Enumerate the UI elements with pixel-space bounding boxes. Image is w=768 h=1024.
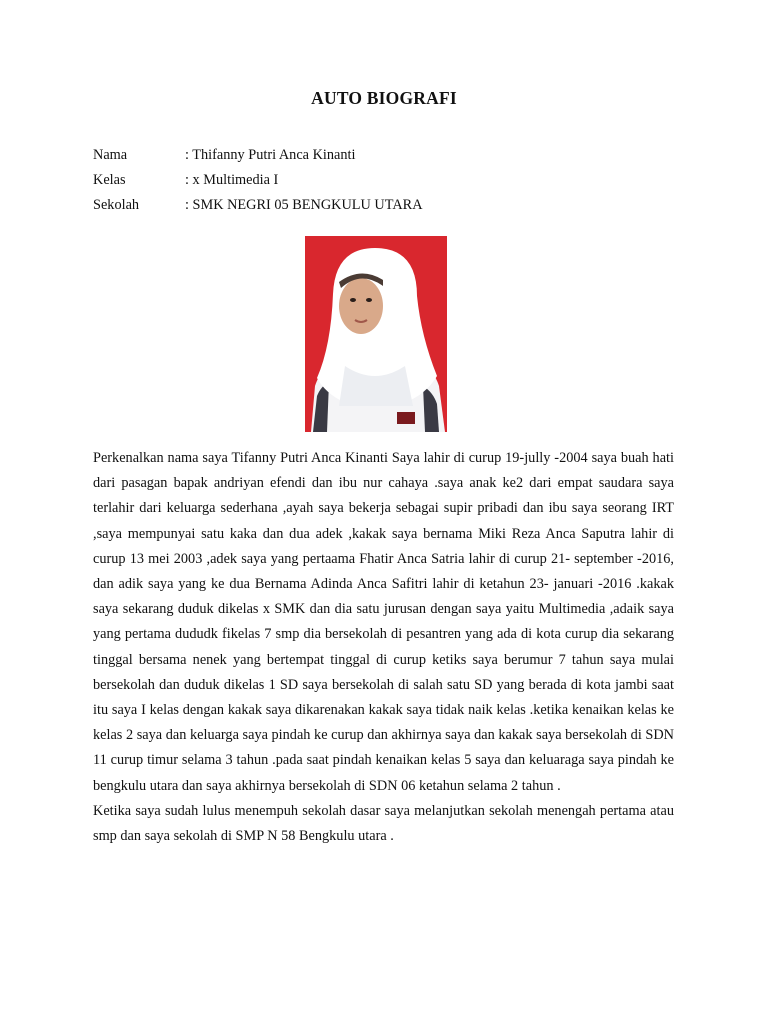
student-photo bbox=[305, 236, 447, 432]
eye-right bbox=[366, 298, 372, 302]
info-value: : x Multimedia I bbox=[185, 172, 279, 188]
info-row-sekolah bbox=[93, 195, 423, 220]
badge bbox=[397, 412, 415, 424]
info-value: : Thifanny Putri Anca Kinanti bbox=[185, 147, 356, 163]
info-label: Kelas bbox=[93, 172, 126, 188]
info-label: Nama bbox=[93, 147, 128, 163]
info-row-kelas bbox=[93, 170, 423, 195]
paragraph-1: Perkenalkan nama saya Tifanny Putri Anca Kinanti Saya lahir di curup 19-jully -2004 saya buah hati dari pasagan bapak andriyan efendi dan ibu nur cahaya .saya anak ke2 dari empat saudara saya terlahir dari keluarga sederhana ,ayah saya bekerja sebagai supir pribadi dan ibu saya seorang IRT ,saya mempunyai satu kaka dan dua adek ,kakak saya bernama Miki Reza Anca Saputra lahir di curup 13 mei 2003 ,adek saya yang pertaama Fhatir Anca Satria lahir di curup 21- september -2016, dan adik saya yang ke dua Bernama Adinda Anca Safitri lahir di ketahun 23- januari -2016 .kakak saya sekarang duduk dikelas x SMK dan dia satu jurusan dengan saya yaitu Multimedia ,adaik saya yang pertama dududk fikelas 7 smp dia bersekolah di pesantren yang ada di kota curup dia sekarang tinggal bersama nenek yang bertempat tinggal di curup ketiks saya berumur 7 tahun saya mulai bersekolah dan duduk dikelas 1 SD saya bersekolah di salah satu SD yang berada di kota jambi saat itu saya I kelas dengan kakak saya dikarenakan kakak saya tidak naik kelas .ketika kenaikan kelas ke kelas 2 saya dan keluarga saya pindah ke curup dan akhirnya saya dan kakak saya bersekolah di SDN 11 curup timur selama 3 tahun .pada saat pindah kenaikan kelas 5 saya dan keluaraga saya pindah ke bengkulu utara dan saya akhirnya bersekolah di SDN 06 ketahun selama 2 tahun . bbox=[93, 450, 674, 794]
info-value: : SMK NEGRI 05 BENGKULU UTARA bbox=[185, 197, 423, 213]
paragraph-2: Ketika saya sudah lulus menempuh sekolah dasar saya melanjutkan sekolah menengah pertama atau smp dan saya sekolah di SMP N 58 Bengkulu utara . bbox=[93, 802, 674, 845]
eye-left bbox=[350, 298, 356, 302]
identity-info bbox=[93, 145, 423, 220]
document-title: AUTO BIOGRAFI bbox=[311, 88, 457, 108]
info-row-nama bbox=[93, 145, 423, 170]
info-label: Sekolah bbox=[93, 197, 140, 213]
biography-body bbox=[93, 446, 674, 849]
face-shape bbox=[339, 278, 383, 334]
portrait-illustration bbox=[305, 236, 447, 432]
